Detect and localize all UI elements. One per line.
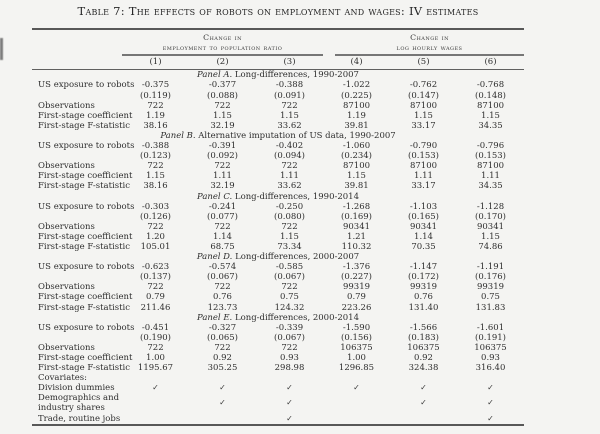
value-cell: 38.16 <box>143 120 168 131</box>
column-number: (5) <box>417 56 430 67</box>
value-cell: (0.156) <box>341 332 372 343</box>
value-cell: 1.20 <box>146 231 165 242</box>
scan-artifact <box>0 38 3 60</box>
panel-letter: Panel C. <box>197 191 233 202</box>
value-cell: 123.73 <box>207 302 238 313</box>
value-cell: -0.327 <box>208 322 237 333</box>
value-cell: 211.46 <box>140 302 171 313</box>
table-row <box>32 323 524 333</box>
check-cell: ✓ <box>420 383 427 393</box>
covariate-label-line: industry shares <box>38 403 105 414</box>
value-cell: 0.93 <box>481 353 500 363</box>
value-cell: 87100 <box>409 100 438 111</box>
value-cell: 1.19 <box>347 110 366 121</box>
table-row <box>32 101 524 111</box>
value-cell: 1.15 <box>347 171 366 182</box>
panel-desc: Long-differences, 2000-2007 <box>232 252 360 263</box>
row-label: Observations <box>38 161 95 172</box>
value-cell: 722 <box>281 221 298 232</box>
check-cell: ✓ <box>286 413 293 423</box>
value-cell: -1.147 <box>409 262 438 273</box>
value-cell: 1.15 <box>280 110 299 121</box>
value-cell: (0.067) <box>274 272 305 283</box>
check-cell: ✓ <box>152 383 159 393</box>
spacer-cell <box>32 33 122 55</box>
value-cell: 1195.67 <box>137 363 174 374</box>
value-cell: -0.377 <box>208 80 237 91</box>
panel-letter: Panel D. <box>196 252 233 263</box>
row-label <box>32 91 122 101</box>
value-cell: 0.75 <box>280 292 299 303</box>
row-label: US exposure to robots <box>38 322 135 333</box>
row-label <box>32 272 122 282</box>
row-label: US exposure to robots <box>38 262 135 273</box>
group-label-line1: Change in <box>203 33 242 43</box>
covariates-header-row <box>32 373 524 383</box>
check-cell: ✓ <box>487 383 494 393</box>
row-label: First-stage coefficient <box>38 292 133 303</box>
value-cell: 87100 <box>342 100 371 111</box>
value-cell: 0.76 <box>213 292 232 303</box>
check-cell: ✓ <box>286 398 293 408</box>
value-cell: 39.81 <box>344 120 369 131</box>
value-cell: 90341 <box>476 221 505 232</box>
row-label: First-stage F-statistic <box>38 181 130 192</box>
value-cell: 1.14 <box>213 231 232 242</box>
panel-title <box>32 252 524 262</box>
value-cell: 1.15 <box>481 231 500 242</box>
value-cell: 1.00 <box>347 353 366 363</box>
value-cell: (0.165) <box>408 211 439 222</box>
covariate-label <box>32 383 122 393</box>
value-cell: 38.16 <box>143 181 168 192</box>
value-cell: -0.762 <box>409 80 438 91</box>
row-label <box>32 212 122 222</box>
row-label <box>32 151 122 161</box>
value-cell: (0.077) <box>207 211 238 222</box>
value-cell: 722 <box>281 342 298 353</box>
value-cell: -1.376 <box>342 262 371 273</box>
table-row <box>32 242 524 252</box>
panel-title <box>32 131 524 141</box>
value-cell: 32.19 <box>210 181 235 192</box>
value-cell: 305.25 <box>207 363 238 374</box>
value-cell: 1.15 <box>146 171 165 182</box>
table-row <box>32 292 524 302</box>
row-label: First-stage F-statistic <box>38 363 130 374</box>
column-group-wages <box>335 33 524 55</box>
value-cell: -1.060 <box>342 141 371 152</box>
value-cell: -1.191 <box>476 262 505 273</box>
value-cell: 722 <box>147 342 164 353</box>
column-number: (2) <box>216 56 229 67</box>
row-label: First-stage F-statistic <box>38 302 130 313</box>
check-cell: ✓ <box>353 383 360 393</box>
row-label: Observations <box>38 342 95 353</box>
value-cell: -0.451 <box>141 322 170 333</box>
value-cell: -0.623 <box>141 262 170 273</box>
value-cell: 722 <box>214 342 231 353</box>
table-row <box>32 202 524 212</box>
table-body <box>32 70 524 423</box>
table-row <box>32 353 524 363</box>
check-cell: ✓ <box>487 398 494 408</box>
panel-title <box>32 70 524 80</box>
table-row <box>32 303 524 313</box>
row-label: First-stage coefficient <box>38 231 133 242</box>
value-cell: 1296.85 <box>338 363 375 374</box>
value-cell: -1.601 <box>476 322 505 333</box>
value-cell: 1.11 <box>414 171 433 182</box>
row-label: Observations <box>38 282 95 293</box>
table-row <box>32 272 524 282</box>
value-cell: -0.585 <box>275 262 304 273</box>
table-row <box>32 151 524 161</box>
panel-desc: Alternative imputation of US data, 1990-2007 <box>195 130 396 141</box>
row-label: Observations <box>38 221 95 232</box>
value-cell: 1.14 <box>414 231 433 242</box>
value-cell: (0.153) <box>408 151 439 162</box>
value-cell: 1.11 <box>280 171 299 182</box>
value-cell: (0.067) <box>207 272 238 283</box>
covariate-row <box>32 383 524 393</box>
value-cell: (0.169) <box>341 211 372 222</box>
covariates-header: Covariates: <box>38 373 88 384</box>
panel-desc: Long-differences, 1990-2007 <box>232 70 359 81</box>
check-cell: ✓ <box>219 398 226 408</box>
value-cell: 722 <box>147 221 164 232</box>
value-cell: 0.92 <box>414 353 433 363</box>
value-cell: -0.402 <box>275 141 304 152</box>
value-cell: 33.62 <box>277 120 302 131</box>
value-cell: (0.094) <box>274 151 305 162</box>
value-cell: -0.388 <box>275 80 304 91</box>
value-cell: -1.103 <box>409 201 438 212</box>
column-number: (1) <box>149 56 162 67</box>
value-cell: 87100 <box>476 100 505 111</box>
value-cell: 722 <box>214 221 231 232</box>
value-cell: 316.40 <box>475 363 506 374</box>
covariate-label-line: Trade, routine jobs <box>38 413 121 424</box>
value-cell: (0.153) <box>475 151 506 162</box>
table-row <box>32 212 524 222</box>
value-cell: (0.234) <box>341 151 372 162</box>
table-row <box>32 91 524 101</box>
table-row <box>32 222 524 232</box>
value-cell: (0.176) <box>475 272 506 283</box>
value-cell: 1.15 <box>213 110 232 121</box>
column-group-employment <box>122 33 323 55</box>
value-cell: (0.088) <box>207 90 238 101</box>
value-cell: 1.19 <box>146 110 165 121</box>
value-cell: 722 <box>214 100 231 111</box>
value-cell: 73.34 <box>277 241 302 252</box>
panel-desc: Long-differences, 1990-2014 <box>232 191 359 202</box>
value-cell: 1.21 <box>347 231 366 242</box>
value-cell: 722 <box>281 100 298 111</box>
value-cell: -0.391 <box>208 141 237 152</box>
row-label: US exposure to robots <box>38 201 135 212</box>
table-row <box>32 333 524 343</box>
value-cell: 74.86 <box>478 241 503 252</box>
value-cell: 99319 <box>342 282 371 293</box>
value-cell: -0.388 <box>141 141 170 152</box>
group-label-line2: log hourly wages <box>396 42 463 52</box>
value-cell: -0.574 <box>208 262 237 273</box>
bottom-rule <box>32 424 524 426</box>
value-cell: (0.137) <box>140 272 171 283</box>
value-cell: (0.067) <box>274 332 305 343</box>
value-cell: (0.148) <box>475 90 506 101</box>
value-cell: 99319 <box>476 282 505 293</box>
value-cell: 1.00 <box>146 353 165 363</box>
value-cell: 90341 <box>409 221 438 232</box>
value-cell: -0.768 <box>476 80 505 91</box>
value-cell: (0.123) <box>140 151 171 162</box>
value-cell: (0.119) <box>140 90 171 101</box>
value-cell: -0.303 <box>141 201 170 212</box>
value-cell: 87100 <box>409 161 438 172</box>
table-row <box>32 262 524 272</box>
value-cell: (0.126) <box>140 211 171 222</box>
value-cell: -1.022 <box>342 80 371 91</box>
value-cell: 722 <box>147 100 164 111</box>
value-cell: 1.15 <box>280 231 299 242</box>
value-cell: -1.268 <box>342 201 371 212</box>
value-cell: 722 <box>281 161 298 172</box>
value-cell: 131.83 <box>475 302 506 313</box>
value-cell: (0.065) <box>207 332 238 343</box>
row-label: First-stage coefficient <box>38 353 133 363</box>
value-cell: 1.15 <box>481 110 500 121</box>
value-cell: -1.128 <box>476 201 505 212</box>
row-label: US exposure to robots <box>38 80 135 91</box>
covariate-label-line: Demographics and <box>38 393 120 404</box>
value-cell: (0.092) <box>207 151 238 162</box>
value-cell: (0.147) <box>408 90 439 101</box>
covariate-label <box>32 393 122 413</box>
group-label-line1: Change in <box>410 33 449 43</box>
value-cell: -1.566 <box>409 322 438 333</box>
value-cell: 223.26 <box>341 302 372 313</box>
check-cell: ✓ <box>286 383 293 393</box>
value-cell: -0.250 <box>275 201 304 212</box>
value-cell: 722 <box>281 282 298 293</box>
table-row <box>32 171 524 181</box>
value-cell: 34.35 <box>478 120 503 131</box>
paper-page <box>0 5 600 434</box>
value-cell: 1.11 <box>481 171 500 182</box>
covariate-label-line: Division dummies <box>38 383 115 394</box>
check-cell: ✓ <box>487 413 494 423</box>
group-label-line2: employment to population ratio <box>162 42 283 52</box>
table-row <box>32 141 524 151</box>
value-cell: 0.92 <box>213 353 232 363</box>
table-row <box>32 282 524 292</box>
row-label <box>32 333 122 343</box>
column-number: (4) <box>350 56 363 67</box>
value-cell: 70.35 <box>411 241 436 252</box>
value-cell: (0.091) <box>274 90 305 101</box>
value-cell: 1.11 <box>213 171 232 182</box>
value-cell: 87100 <box>342 161 371 172</box>
value-cell: (0.225) <box>341 90 372 101</box>
value-cell: 722 <box>214 282 231 293</box>
value-cell: 105.01 <box>140 241 171 252</box>
panel-letter: Panel E. <box>197 312 233 323</box>
panel-letter: Panel B. <box>160 130 196 141</box>
value-cell: 32.19 <box>210 120 235 131</box>
value-cell: -1.590 <box>342 322 371 333</box>
value-cell: 87100 <box>476 161 505 172</box>
table-row <box>32 181 524 191</box>
value-cell: -0.241 <box>208 201 237 212</box>
check-cell: ✓ <box>420 398 427 408</box>
value-cell: (0.183) <box>408 332 439 343</box>
row-label: First-stage coefficient <box>38 171 133 182</box>
value-cell: -0.375 <box>141 80 170 91</box>
value-cell: 722 <box>214 161 231 172</box>
panel-desc: Long-differences, 2000-2014 <box>232 312 359 323</box>
panel-title <box>32 313 524 323</box>
row-label: US exposure to robots <box>38 141 135 152</box>
value-cell: 33.17 <box>411 181 436 192</box>
value-cell: 39.81 <box>344 181 369 192</box>
value-cell: (0.227) <box>341 272 372 283</box>
value-cell: 106375 <box>474 342 507 353</box>
table-row <box>32 111 524 121</box>
value-cell: 0.93 <box>280 353 299 363</box>
value-cell: 722 <box>147 161 164 172</box>
value-cell: (0.080) <box>274 211 305 222</box>
value-cell: -0.790 <box>409 141 438 152</box>
column-number: (3) <box>283 56 296 67</box>
column-group-header <box>32 30 524 55</box>
table-title: Table 7: The effects of robots on employment and wages: IV estimates <box>77 4 479 18</box>
value-cell: (0.170) <box>475 211 506 222</box>
value-cell: (0.190) <box>140 332 171 343</box>
value-cell: 0.79 <box>347 292 366 303</box>
covariate-row <box>32 393 524 413</box>
value-cell: 722 <box>147 282 164 293</box>
value-cell: 106375 <box>407 342 440 353</box>
value-cell: 124.32 <box>274 302 305 313</box>
panel-title <box>32 192 524 202</box>
value-cell: 106375 <box>340 342 373 353</box>
spacer-cell <box>32 56 122 69</box>
value-cell: 0.75 <box>481 292 500 303</box>
row-label: First-stage F-statistic <box>38 120 130 131</box>
covariate-label <box>32 414 122 424</box>
covariate-row <box>32 414 524 424</box>
value-cell: 33.62 <box>277 181 302 192</box>
value-cell: 33.17 <box>411 120 436 131</box>
table-row <box>32 80 524 90</box>
table-row <box>32 232 524 242</box>
row-label: First-stage coefficient <box>38 110 133 121</box>
group-gap <box>323 33 335 55</box>
row-label: Observations <box>38 100 95 111</box>
check-cell: ✓ <box>219 383 226 393</box>
value-cell: 298.98 <box>274 363 305 374</box>
table-row <box>32 343 524 353</box>
value-cell: 1.15 <box>414 110 433 121</box>
value-cell: 0.76 <box>414 292 433 303</box>
value-cell: 99319 <box>409 282 438 293</box>
table-row <box>32 363 524 373</box>
value-cell: 131.40 <box>408 302 439 313</box>
value-cell: 0.79 <box>146 292 165 303</box>
column-numbers-row <box>32 56 524 69</box>
results-table <box>32 28 524 426</box>
panel-letter: Panel A. <box>197 70 233 81</box>
table-row <box>32 161 524 171</box>
table-row <box>32 121 524 131</box>
column-number: (6) <box>484 56 497 67</box>
value-cell: -0.339 <box>275 322 304 333</box>
value-cell: -0.796 <box>476 141 505 152</box>
value-cell: 68.75 <box>210 241 235 252</box>
row-label: First-stage F-statistic <box>38 241 130 252</box>
value-cell: 34.35 <box>478 181 503 192</box>
value-cell: 90341 <box>342 221 371 232</box>
value-cell: (0.172) <box>408 272 439 283</box>
value-cell: 110.32 <box>341 241 372 252</box>
value-cell: 324.38 <box>408 363 439 374</box>
value-cell: (0.191) <box>475 332 506 343</box>
